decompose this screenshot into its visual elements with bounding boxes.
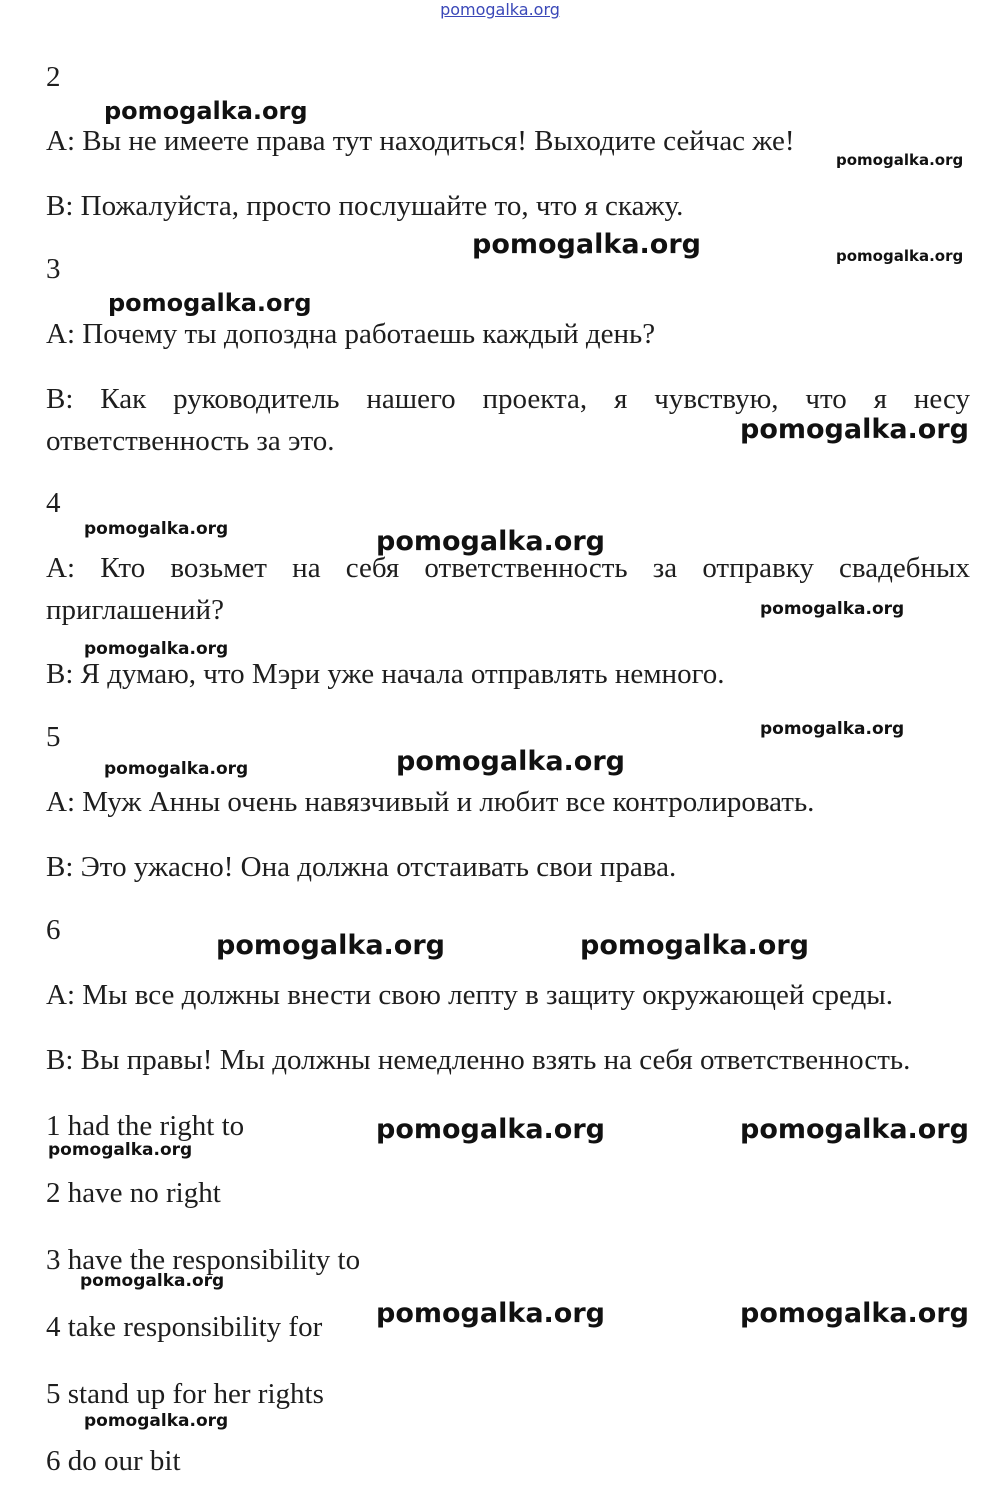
watermark: pomogalka.org (376, 526, 605, 557)
dialogue-number: 6 (46, 914, 61, 946)
answer-item: 6 do our bit (46, 1445, 181, 1477)
dialogue-line-a: А: Мы все должны внести свою лепту в защиту окружающей среды. (46, 979, 893, 1011)
answer-item: 2 have no right (46, 1177, 221, 1209)
dialogue-line-b: В: Вы правы! Мы должны немедленно взять на себя ответственность. (46, 1044, 911, 1076)
dialogue-line-a: А: Почему ты допоздна работаешь каждый день? (46, 318, 656, 350)
watermark: pomogalka.org (396, 746, 625, 777)
dialogue-line-b: В: Пожалуйста, просто послушайте то, что я скажу. (46, 190, 684, 222)
watermark: pomogalka.org (84, 1411, 229, 1431)
dialogue-line-b: В: Это ужасно! Она должна отстаивать свои права. (46, 851, 677, 883)
watermark: pomogalka.org (48, 1140, 193, 1160)
watermark: pomogalka.org (108, 289, 312, 317)
watermark: pomogalka.org (376, 1298, 605, 1329)
watermark: pomogalka.org (760, 719, 905, 739)
dialogue-line-a: А: Муж Анны очень навязчивый и любит все контролировать. (46, 786, 815, 818)
dialogue-number: 4 (46, 487, 61, 519)
watermark: pomogalka.org (104, 759, 249, 779)
dialogue-number: 5 (46, 721, 61, 753)
dialogue-line-a: А: Вы не имеете права тут находиться! Выходите сейчас же! (46, 125, 795, 157)
answer-item: 3 have the responsibility to (46, 1244, 361, 1276)
dialogue-line-b: В: Как руководитель нашего проекта, я чувствую, что я несу (46, 383, 970, 415)
watermark: pomogalka.org (80, 1271, 225, 1291)
dialogue-line-a: А: Кто возьмет на себя ответственность за отправку свадебных (46, 552, 970, 584)
watermark: pomogalka.org (580, 930, 809, 961)
watermark: pomogalka.org (740, 1114, 969, 1145)
watermark: pomogalka.org (216, 930, 445, 961)
dialogue-line-b: В: Я думаю, что Мэри уже начала отправлять немного. (46, 658, 725, 690)
watermark: pomogalka.org (740, 1298, 969, 1329)
watermark: pomogalka.org (472, 229, 701, 260)
watermark: pomogalka.org (836, 151, 964, 169)
answer-item: 4 take responsibility for (46, 1311, 323, 1343)
watermark: pomogalka.org (376, 1114, 605, 1145)
dialogue-line-b-cont: ответственность за это. (46, 425, 335, 457)
watermark: pomogalka.org (740, 414, 969, 445)
watermark: pomogalka.org (84, 639, 229, 659)
watermark: pomogalka.org (84, 519, 229, 539)
dialogue-number: 2 (46, 61, 61, 93)
dialogue-number: 3 (46, 253, 61, 285)
watermark: pomogalka.org (104, 97, 308, 125)
watermark: pomogalka.org (836, 247, 964, 265)
site-link[interactable]: pomogalka.org (440, 0, 560, 19)
dialogue-line-a-cont: приглашений? (46, 594, 224, 626)
watermark: pomogalka.org (760, 599, 905, 619)
answer-item: 1 had the right to (46, 1110, 245, 1142)
answer-item: 5 stand up for her rights (46, 1378, 324, 1410)
